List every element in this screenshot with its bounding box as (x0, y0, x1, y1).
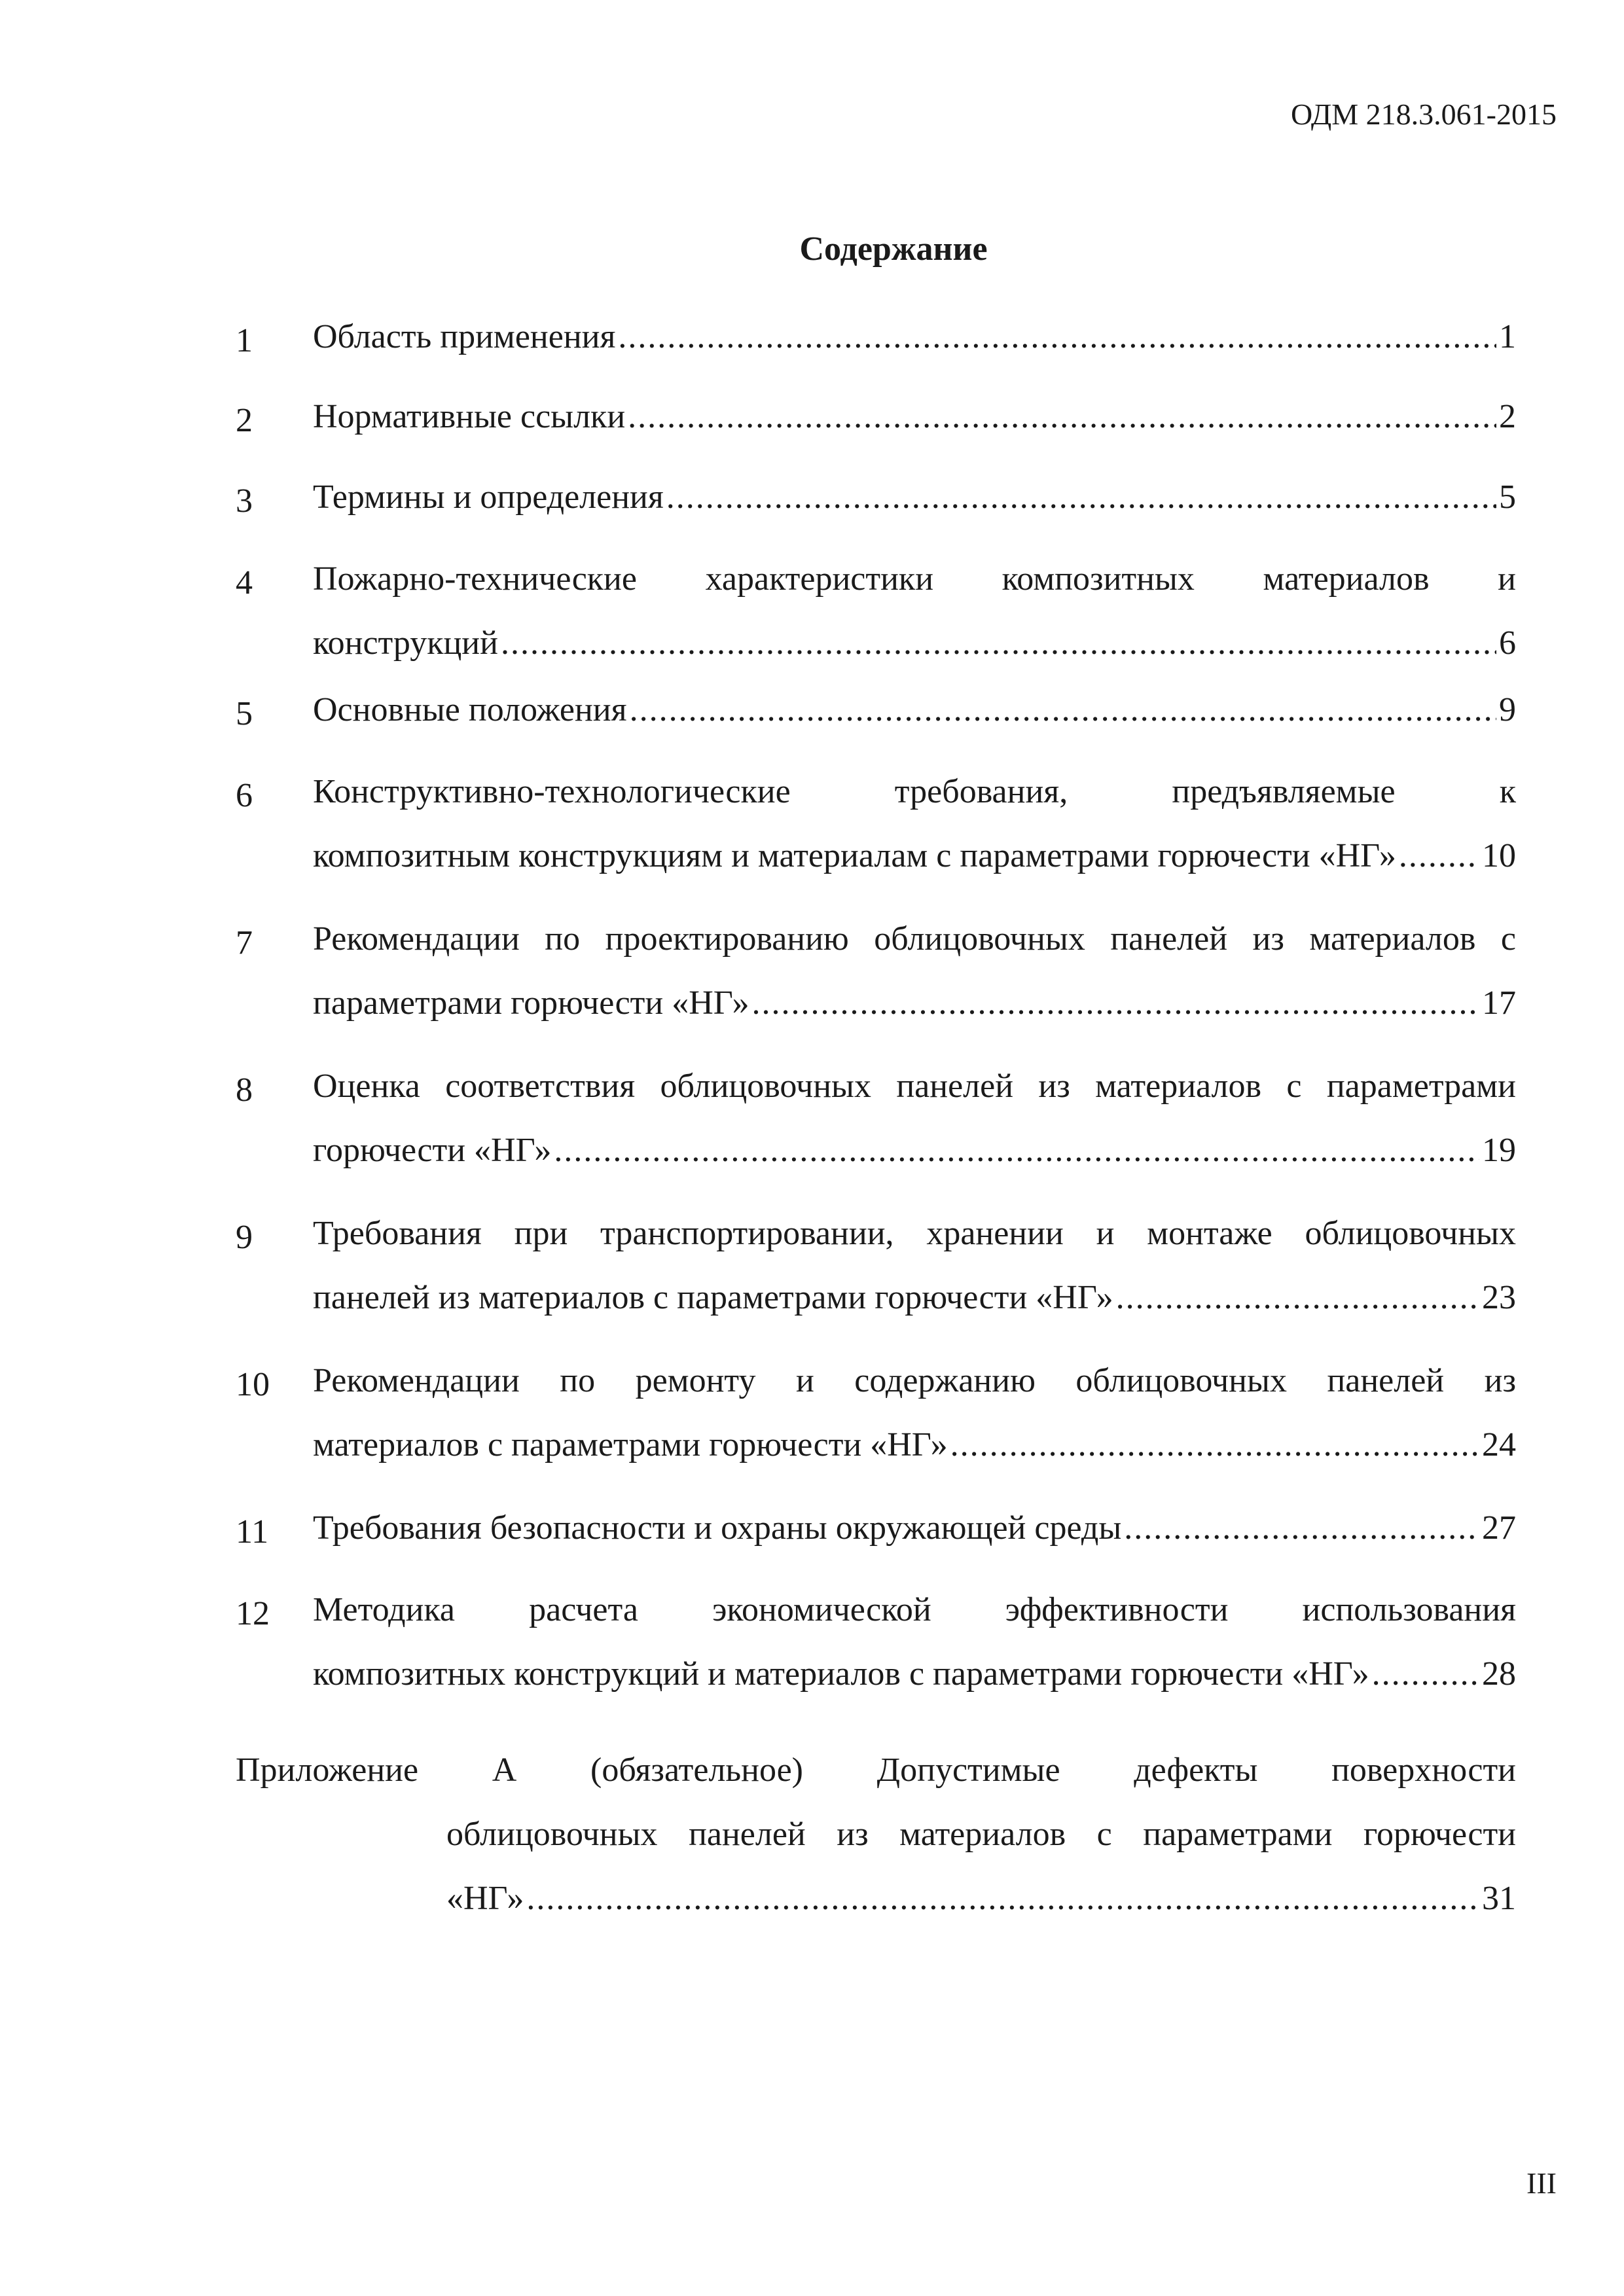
toc-entry-text (313, 678, 1516, 742)
toc-entry-text (313, 305, 1516, 369)
toc-entry-line: Рекомендации по ремонту и содержанию облицовочных панелей из (313, 1362, 1516, 1399)
toc-entry-title: Нормативные ссылки (313, 398, 626, 435)
toc-entry-line: Требования при транспортировании, хранении и монтаже облицовочных (313, 1215, 1516, 1252)
toc-title: Содержание (799, 230, 988, 268)
toc-entry-number: 8 (236, 1071, 253, 1109)
toc-entry-page-number: 5 (1499, 478, 1516, 516)
toc-appendix-entry (236, 1751, 1516, 1931)
leader-dots (554, 1119, 1479, 1183)
leader-dots (950, 1413, 1479, 1477)
toc-entry-last-line (313, 1266, 1516, 1330)
toc-entry-text (313, 385, 1516, 449)
toc-entry-number: 6 (236, 777, 253, 814)
toc-entry-page-number: 19 (1482, 1132, 1516, 1169)
toc-entry-number: 10 (236, 1366, 270, 1403)
toc-entry-number: 11 (236, 1513, 269, 1551)
toc-entry-text (313, 1496, 1516, 1560)
leader-dots (1372, 1642, 1479, 1706)
toc-entry-page-number: 2 (1499, 398, 1516, 435)
toc-entry-number: 3 (236, 482, 253, 520)
toc-entry-last-line (313, 678, 1516, 742)
toc-entry-page-number: 23 (1482, 1279, 1516, 1316)
toc-entry-text (313, 907, 1516, 1035)
toc-entry-title: Требования безопасности и охраны окружающей среды (313, 1509, 1122, 1547)
toc-entry-page-number: 9 (1499, 691, 1516, 728)
leader-dots (501, 611, 1496, 675)
toc-entry-number: 7 (236, 924, 253, 961)
toc-entry-number: 4 (236, 564, 253, 601)
toc-entry-last-line (313, 1119, 1516, 1183)
toc-entry-last-line (313, 305, 1516, 369)
toc-entry-text (313, 1202, 1516, 1330)
page-number: III (1526, 2166, 1557, 2200)
toc-entry-last-line (313, 1642, 1516, 1706)
leader-dots (526, 1867, 1479, 1931)
toc-entry-page-number: 17 (1482, 984, 1516, 1022)
toc-entry-title: композитным конструкциям и материалам с параметрами горючести «НГ» (313, 837, 1396, 874)
toc-entry-title: Термины и определения (313, 478, 664, 516)
leader-dots (752, 971, 1479, 1035)
toc-entry-text (313, 1054, 1516, 1183)
leader-dots (618, 305, 1496, 369)
toc-entry-page-number: 1 (1499, 318, 1516, 355)
toc-entry-page-number: 10 (1482, 837, 1516, 874)
toc-entry-title: Основные положения (313, 691, 627, 728)
toc-entry-title: параметрами горючести «НГ» (313, 984, 749, 1022)
toc-entry-page-number: 28 (1482, 1655, 1516, 1693)
toc-entry-title: материалов с параметрами горючести «НГ» (313, 1426, 948, 1463)
toc-entry-text (313, 465, 1516, 529)
toc-entry-title: конструкций (313, 624, 498, 662)
toc-entry-number: 5 (236, 695, 253, 732)
appendix-last-line (446, 1867, 1516, 1931)
appendix-first-line: Приложение А (обязательное) Допустимые дефекты поверхности (236, 1751, 1516, 1789)
toc-entry-last-line (313, 611, 1516, 675)
toc-entry-line: Пожарно-технические характеристики композитных материалов и (313, 560, 1516, 598)
toc-entry-page-number: 27 (1482, 1509, 1516, 1547)
document-code: ОДМ 218.3.061-2015 (1290, 98, 1557, 131)
appendix-line: облицовочных панелей из материалов с параметрами горючести (446, 1816, 1516, 1853)
toc-entry-text (313, 547, 1516, 675)
toc-entry-number: 9 (236, 1219, 253, 1256)
toc-entry-number: 2 (236, 402, 253, 439)
toc-entry-last-line (313, 1413, 1516, 1477)
leader-dots (1399, 824, 1479, 888)
toc-entry-number: 1 (236, 322, 253, 359)
toc-entry-line: Рекомендации по проектированию облицовочных панелей из материалов с (313, 920, 1516, 958)
leader-dots (628, 385, 1496, 449)
toc-entry-text (313, 1349, 1516, 1477)
toc-entry-title: горючести «НГ» (313, 1132, 552, 1169)
leader-dots (630, 678, 1496, 742)
appendix-continuation (446, 1803, 1516, 1931)
toc-entry-page-number: 6 (1499, 624, 1516, 662)
toc-entry-title: композитных конструкций и материалов с параметрами горючести «НГ» (313, 1655, 1369, 1693)
toc-entry-page-number: 24 (1482, 1426, 1516, 1463)
toc-entry-line: Методика расчета экономической эффективности использования (313, 1591, 1516, 1628)
toc-entry-last-line (313, 824, 1516, 888)
leader-dots (1124, 1496, 1479, 1560)
toc-entry-title: панелей из материалов с параметрами горючести «НГ» (313, 1279, 1113, 1316)
leader-dots (1116, 1266, 1479, 1330)
appendix-last-text: «НГ» (446, 1880, 524, 1917)
toc-entry-line: Конструктивно-технологические требования, предъявляемые к (313, 773, 1516, 810)
appendix-page-number: 31 (1482, 1880, 1516, 1917)
toc-entry-line: Оценка соответствия облицовочных панелей из материалов с параметрами (313, 1067, 1516, 1105)
toc-entry-last-line (313, 971, 1516, 1035)
toc-entry-last-line (313, 385, 1516, 449)
toc-entry-last-line (313, 1496, 1516, 1560)
toc-entry-text (313, 1578, 1516, 1706)
leader-dots (666, 465, 1496, 529)
toc-entry-text (313, 760, 1516, 888)
toc-entry-title: Область применения (313, 318, 616, 355)
toc-entry-last-line (313, 465, 1516, 529)
toc-entry-number: 12 (236, 1595, 270, 1632)
